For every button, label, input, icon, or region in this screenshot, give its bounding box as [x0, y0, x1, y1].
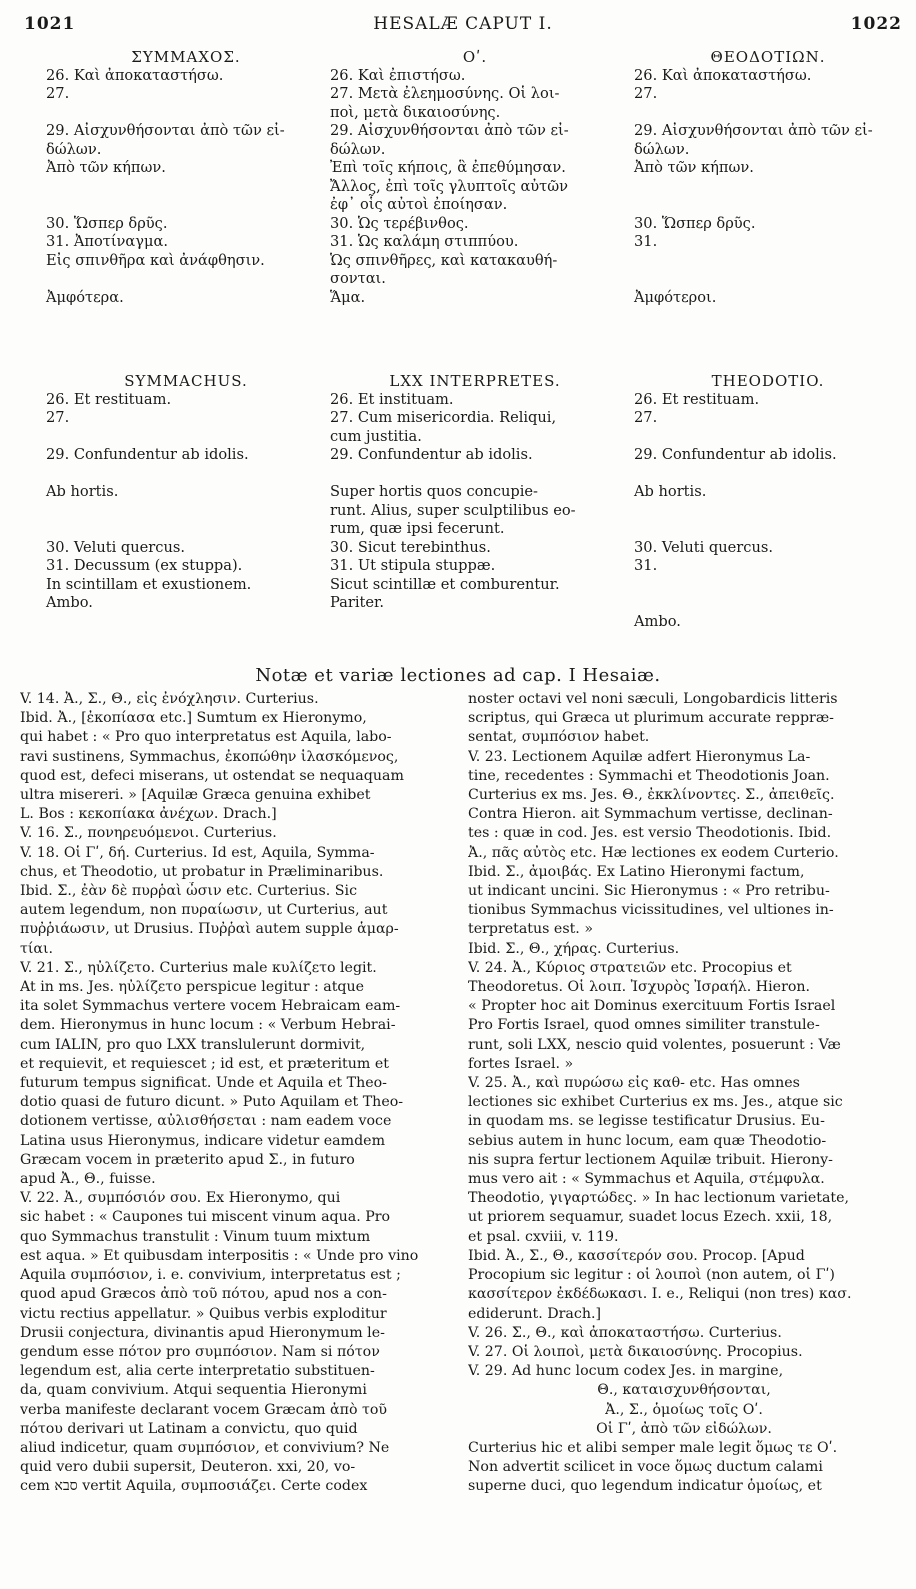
note-line: V. 24. Ἀ., Κύριος στρατειῶν etc. Procopius et — [468, 959, 792, 976]
note-line: ita solet Symmachus vertere vocem Hebraicam eam- — [20, 998, 401, 1015]
column-line: Sicut scintillæ et comburentur. — [330, 575, 560, 593]
column-line: 29. Confundentur ab idolis. — [330, 446, 533, 463]
greek-symmachus-column — [46, 48, 326, 307]
column-lines — [46, 67, 326, 308]
note-line: Ἀ., Σ., ὁμοίως τοῖς Οʹ. — [605, 1401, 763, 1418]
note-line: futurum tempus significat. Unde et Aquila et Theo- — [20, 1075, 387, 1092]
column-line: 31. Ἀποτίναγμα. — [46, 233, 168, 250]
note-line: Curterius hic et alibi semper male legit ὅμως τε Οʹ. — [468, 1439, 838, 1456]
column-line: Ab hortis. — [46, 483, 119, 500]
note-line: Οἱ Γʹ, ἀπὸ τῶν εἰδώλων. — [596, 1420, 772, 1437]
note-line: noster octavi vel noni sæculi, Longobardicis litteris — [468, 691, 838, 707]
column-line — [634, 270, 902, 289]
column-line — [46, 520, 326, 539]
column-line: Ἅμα. — [330, 288, 366, 306]
note-line: in quodam ms. se legisse testificatur Drusius. Eu- — [468, 1113, 825, 1130]
column-line: Ἀμφότερα. — [46, 288, 124, 306]
column-line: Ἀπὸ τῶν κήπων. — [46, 159, 166, 176]
note-line: dotio quasi de futuro dicunt. » Puto Aquilam et Theo- — [20, 1094, 404, 1111]
column-line: δώλων. — [330, 140, 386, 158]
column-line: 27. — [46, 85, 70, 102]
column-line: runt. Alius, super sculptilibus eo- — [330, 501, 576, 519]
column-line: 27. Μετὰ ἐλεημοσύνης. Οἱ λοι- — [330, 85, 560, 102]
note-line: cum IALIN, pro quo LXX translulerunt dormivit, — [20, 1036, 366, 1053]
note-line: legendum est, alia certe interpretatio substituen- — [20, 1363, 375, 1380]
note-line: κασσίτερον ἐκδέδωκασι. I. e., Reliqui (non tres) κασ. — [468, 1286, 852, 1303]
column-line: Ab hortis. — [634, 483, 707, 500]
column-line: Ὡς σπινθῆρες, καὶ κατακαυθή- — [330, 251, 558, 269]
note-line: V. 29. Ad hunc locum codex Jes. in margine, — [468, 1363, 784, 1380]
column-heading: Οʹ. — [462, 48, 488, 66]
column-line — [634, 428, 902, 447]
note-line: V. 16. Σ., πονηρευόμενοι. Curterius. — [20, 825, 277, 842]
notes-left-column — [20, 690, 448, 1497]
note-line: dem. Hieronymus in hunc locum : « Verbum Hebrai- — [20, 1017, 396, 1034]
note-line: sentat, συμπόσιον habet. — [468, 729, 650, 746]
column-line: Εἰς σπινθῆρα καὶ ἀνάφθησιν. — [46, 251, 265, 269]
column-line: 30. Ὡς τερέβινθος. — [330, 214, 469, 232]
note-line: Procopium sic legitur : οἱ λοιποὶ (non autem, οἱ Γʹ) — [468, 1267, 835, 1284]
column-line: Ἐπὶ τοῖς κήποις, ἃ ἐπεθύμησαν. — [330, 159, 566, 176]
note-line: Græcam vocem in præterito apud Σ., in futuro — [20, 1151, 355, 1168]
note-line: πότου derivari ut Latinam a convictu, quo quid — [20, 1420, 358, 1437]
note-line: V. 18. Οἱ Γʹ, δή. Curterius. Id est, Aquila, Symma- — [20, 844, 375, 861]
note-line: quid vero dubii supersit, Deuteron. xxi, 20, vo- — [20, 1459, 356, 1476]
column-line: 30. Veluti quercus. — [634, 538, 773, 556]
column-line: 31. — [634, 557, 658, 574]
column-line: 27. — [46, 409, 70, 426]
note-line: tine, recedentes : Symmachi et Theodotionis Joan. — [468, 767, 830, 784]
note-line: runt, soli LXX, nescio quid volentes, posuerunt : Væ — [468, 1036, 841, 1053]
note-line: da, quam convivium. Atqui sequentia Hieronymi — [20, 1382, 367, 1399]
column-lines — [634, 67, 902, 308]
note-line: autem legendum, non πυραίωσιν, ut Curterius, aut — [20, 902, 388, 919]
note-line: Drusii conjectura, divinantis apud Hieronymum le- — [20, 1324, 385, 1341]
note-line: Θ., καταισχυνθήσονται, — [597, 1382, 771, 1399]
notes-title: Notæ et variæ lectiones ad cap. I Hesaiæ. — [255, 665, 661, 686]
column-lines — [330, 67, 620, 308]
column-line: Ambo. — [634, 612, 681, 630]
note-line: terpretatus est. » — [468, 921, 594, 938]
note-line: « Propter hoc ait Dominus exercituum Fortis Israel — [468, 998, 836, 1015]
page-header — [24, 14, 902, 42]
note-line: Contra Hieron. ait Symmachum vertisse, declinan- — [468, 806, 833, 823]
column-line — [634, 196, 902, 215]
column-line: Ambo. — [46, 594, 93, 611]
column-line: Ἄλλος, ἐπὶ τοῖς γλυπτοῖς αὐτῶν — [330, 177, 569, 195]
column-line: 31. Ὡς καλάμη στιππύου. — [330, 233, 519, 250]
column-line: 26. Καὶ ἀποκαταστήσω. — [46, 66, 224, 84]
note-line: sebius autem in hunc locum, eam quæ Theodotio- — [468, 1132, 827, 1149]
column-lines — [330, 391, 620, 613]
column-line: σονται. — [330, 270, 386, 287]
note-line: Ibid. Ἀ., Σ., Θ., κασσίτερόν σου. Procop. [Apud — [468, 1247, 805, 1264]
column-line: 26. Et instituam. — [330, 390, 454, 408]
note-line: quod apud Græcos ἀπὸ τοῦ πότου, apud nos a con- — [20, 1286, 387, 1303]
column-line — [634, 465, 902, 484]
note-line: V. 14. Ἀ., Σ., Θ., εἰς ἐνόχλησιν. Curterius. — [20, 691, 319, 707]
latin-symmachus-column — [46, 372, 326, 613]
column-line — [46, 270, 326, 289]
column-line — [634, 520, 902, 539]
note-line: verba manifeste declarant vocem Græcam ἀπὸ τοῦ — [20, 1401, 388, 1418]
column-line: 26. Καὶ ἐπιστήσω. — [330, 66, 466, 84]
greek-lxx-column — [330, 48, 620, 307]
note-line: lectiones sic exhibet Curterius ex ms. Jes., atque sic — [468, 1094, 843, 1111]
column-line — [634, 576, 902, 595]
note-line: et requievit, et requiescet ; id est, et præteritum et — [20, 1055, 389, 1072]
column-line: 29. Αἰσχυνθήσονται ἀπὸ τῶν εἰ- — [46, 122, 285, 139]
column-line: Ἀμφότεροι. — [634, 288, 717, 306]
column-line: δώλων. — [634, 140, 690, 158]
column-line: 26. Καὶ ἀποκαταστήσω. — [634, 66, 812, 84]
note-line: L. Bos : κεκοπίακα ἀνέχων. Drach.] — [20, 806, 277, 823]
note-line: aliud indicetur, quam συμπόσιον, et convivium? Ne — [20, 1439, 390, 1456]
column-lines — [46, 391, 326, 613]
column-line: 31. — [634, 233, 658, 250]
column-line: Super hortis quos concupie- — [330, 483, 538, 500]
note-line: Non advertit scilicet in voce ὅμως ductum calami — [468, 1459, 823, 1476]
column-line: cum justitia. — [330, 427, 422, 445]
column-line: 31. Decussum (ex stuppa). — [46, 557, 243, 574]
note-line: superne duci, quo legendum indicatur ὁμοίως, et — [468, 1478, 822, 1495]
column-line — [634, 104, 902, 123]
column-line — [46, 104, 326, 123]
column-line: 26. Et restituam. — [46, 390, 172, 408]
notes-right-column — [468, 690, 900, 1497]
note-line: ediderunt. Drach.] — [468, 1305, 602, 1322]
column-line: 30. Ὥσπερ δρῦς. — [46, 214, 168, 232]
note-line: ut priorem sequamur, suadet locus Ezech. xxii, 18, — [468, 1209, 833, 1226]
column-line: 30. Sicut terebinthus. — [330, 538, 491, 556]
note-line: V. 25. Ἀ., καὶ πυρώσω εἰς καθ- etc. Has omnes — [468, 1075, 800, 1092]
page-number-left: 1021 — [24, 14, 76, 34]
note-line: tionibus Symmachus vicissitudines, vel ultiones in- — [468, 902, 834, 919]
greek-theodotion-column — [634, 48, 902, 307]
note-line: fortes Israel. » — [468, 1055, 574, 1072]
column-line: 30. Veluti quercus. — [46, 538, 185, 556]
column-line: 29. Confundentur ab idolis. — [46, 446, 249, 463]
note-line: V. 22. Ἀ., συμπόσιόν σου. Ex Hieronymo, qui — [20, 1190, 341, 1207]
note-line: nis supra fertur lectionem Aquilæ tribuit. Hierony- — [468, 1151, 833, 1168]
note-line: quod est, defeci miserans, ut ostendat se nequaquam — [20, 767, 404, 784]
note-line: scriptus, qui Græca ut plurimum accurate reppræ- — [468, 710, 834, 727]
column-lines — [634, 391, 902, 632]
column-line: 27. — [634, 409, 658, 426]
note-line: Latina usus Hieronymus, indicare videtur eamdem — [20, 1132, 386, 1149]
column-line: 31. Ut stipula stuppæ. — [330, 557, 496, 574]
column-line — [634, 502, 902, 521]
note-line: τίαι. — [20, 940, 54, 957]
page-number-right: 1022 — [850, 14, 902, 34]
column-line — [330, 465, 620, 484]
note-line: cem סבא vertit Aquila, συμποσιάζει. Certe codex — [20, 1478, 368, 1495]
latin-theodotion-column — [634, 372, 902, 631]
note-line: Ἀ., πᾶς αὐτὸς etc. Hæ lectiones ex eodem Curterio. — [468, 844, 839, 861]
column-line: δώλων. — [46, 140, 102, 158]
column-heading: ΘΕΟΔΟΤΙΩΝ. — [710, 48, 826, 66]
column-line — [46, 428, 326, 447]
note-line: Theodoretus. Οἱ λοιπ. Ἰσχυρὸς Ἰσραήλ. Hieron. — [468, 979, 811, 996]
latin-lxx-column — [330, 372, 620, 613]
note-line: tes : quæ in cod. Jes. est versio Theodotionis. Ibid. — [468, 825, 832, 842]
note-line: dotionem vertisse, αὐλισθήσεται : nam eadem voce — [20, 1113, 392, 1130]
column-line: 29. Αἰσχυνθήσονται ἀπὸ τῶν εἰ- — [634, 122, 873, 139]
note-line: victu rectius appellatur. » Quibus verbis exploditur — [20, 1305, 387, 1322]
note-line: chus, et Theodotio, ut probatur in Præliminaribus. — [20, 863, 384, 880]
column-line: rum, quæ ipsi fecerunt. — [330, 520, 505, 537]
note-line: qui habet : « Pro quo interpretatus est Aquila, labo- — [20, 729, 392, 746]
note-line: quo Symmachus transtulit : Vinum tuum mixtum — [20, 1228, 371, 1245]
note-line: Pro Fortis Israel, quod omnes similiter transtule- — [468, 1017, 820, 1034]
running-title: HESALÆ CAPUT I. — [373, 14, 553, 34]
note-line: V. 27. Οἱ λοιποὶ, μετὰ δικαιοσύνης. Procopius. — [468, 1343, 803, 1360]
note-line: Theodotio, γιγαρτώδες. » In hac lectionum varietate, — [468, 1190, 850, 1207]
note-line: Ibid. Σ., Θ., χήρας. Curterius. — [468, 940, 680, 957]
column-line: Pariter. — [330, 594, 385, 611]
note-line: sic habet : « Caupones tui miscent vinum aqua. Pro — [20, 1209, 391, 1226]
note-line: ultra misereri. » [Aquilæ Græca genuina exhibet — [20, 787, 371, 804]
column-heading: ΣΥΜΜΑΧΟΣ. — [131, 48, 241, 66]
column-line — [634, 594, 902, 613]
column-line: 29. Confundentur ab idolis. — [634, 446, 837, 463]
column-line: ποὶ, μετὰ δικαιοσύνης. — [330, 103, 501, 121]
column-heading: LXX INTERPRETES. — [389, 372, 561, 390]
column-line — [634, 252, 902, 271]
note-line: ravi sustinens, Symmachus, ἐκοπώθην ἱλασκόμενος, — [20, 748, 399, 765]
note-line: At in ms. Jes. ηὐλίζετο perspicue legitur : atque — [20, 979, 365, 996]
note-line: Ibid. Σ., ἀμοιβάς. Ex Latino Hieronymi factum, — [468, 863, 805, 880]
column-line — [46, 465, 326, 484]
column-line: 26. Et restituam. — [634, 390, 760, 408]
note-line: Ibid. Ἀ., [ἐκοπίασα etc.] Sumtum ex Hieronymo, — [20, 710, 367, 727]
note-line: V. 21. Σ., ηὐλίζετο. Curterius male κυλίζετο legit. — [20, 959, 377, 976]
note-line: ut indicant uncini. Sic Hieronymus : « Pro retribu- — [468, 883, 830, 900]
note-line: apud Ἀ., Θ., fuisse. — [20, 1171, 156, 1188]
column-line: 27. — [634, 85, 658, 102]
note-line: Aquila συμπόσιον, i. e. convivium, interpretatus est ; — [20, 1267, 401, 1284]
column-line: In scintillam et exustionem. — [46, 575, 252, 593]
column-heading: SYMMACHUS. — [124, 372, 248, 390]
note-line: V. 23. Lectionem Aquilæ adfert Hieronymus La- — [468, 748, 811, 765]
column-heading: THEODOTIO. — [711, 372, 825, 390]
column-line — [46, 196, 326, 215]
note-line: V. 26. Σ., Θ., καὶ ἀποκαταστήσω. Curterius. — [468, 1324, 782, 1341]
column-line: ἐφ᾽ οἷς αὐτοὶ ἐποίησαν. — [330, 196, 508, 213]
column-line: 29. Αἰσχυνθήσονται ἀπὸ τῶν εἰ- — [330, 122, 569, 139]
column-line — [46, 178, 326, 197]
note-line: πυῤῥιάωσιν, ut Drusius. Πυῤῥαὶ autem supple ἁμαρ- — [20, 921, 399, 938]
note-line: mus vero ait : « Symmachus et Aquila, στέμφυλα. — [468, 1171, 825, 1188]
column-line: Ἀπὸ τῶν κήπων. — [634, 159, 754, 176]
column-line — [46, 502, 326, 521]
note-line: Curterius ex ms. Jes. Θ., ἐκκλίνοντες. Σ., ἀπειθεῖς. — [468, 787, 835, 804]
note-line: Ibid. Σ., ἐὰν δὲ πυρῥαὶ ὦσιν etc. Curterius. Sic — [20, 883, 358, 900]
note-line: et psal. cxviii, v. 119. — [468, 1228, 619, 1245]
column-line: 27. Cum misericordia. Reliqui, — [330, 409, 557, 426]
column-line: 30. Ὥσπερ δρῦς. — [634, 214, 756, 232]
note-line: est aqua. » Et quibusdam interpositis : « Unde pro vino — [20, 1247, 419, 1264]
column-line — [634, 178, 902, 197]
note-line: gendum esse πότον pro συμπόσιον. Nam si πότον — [20, 1343, 380, 1360]
